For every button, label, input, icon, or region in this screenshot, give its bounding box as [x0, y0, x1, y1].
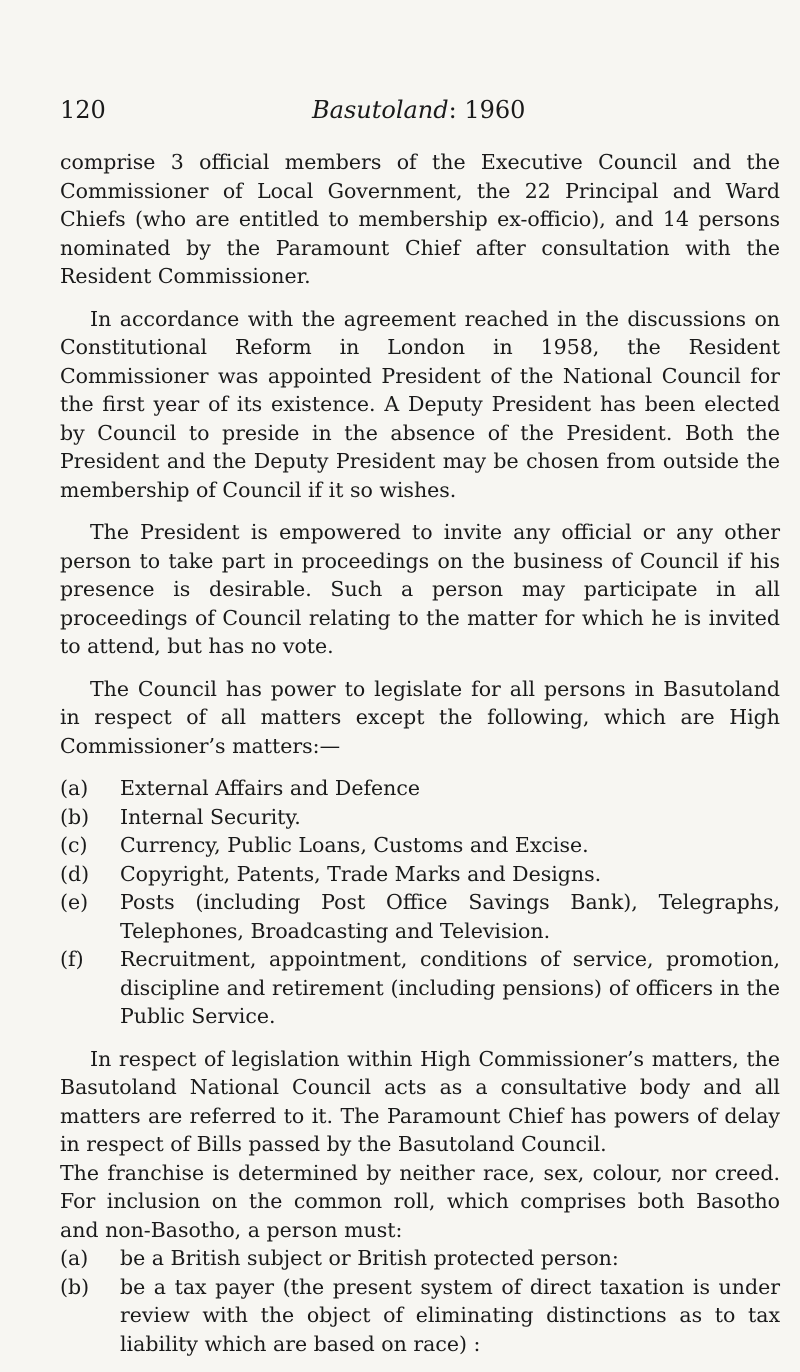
list-item: [60, 860, 780, 889]
paragraph-4: The Council has power to legislate for all persons in Basutoland in respect of all matters except the following, which are High Commissioner’s matters:—: [60, 676, 780, 758]
list-item-text: Posts (including Post Office Savings Bank), Telegraphs, Telephones, Broadcasting and Television.: [120, 890, 780, 943]
list-item: [60, 774, 780, 803]
list-item-text: External Affairs and Defence: [120, 776, 420, 800]
list-item-label: (c): [60, 833, 88, 857]
list-item-text: Internal Security.: [120, 804, 301, 829]
list-item: [60, 945, 780, 1031]
list-item-text: Copyright, Patents, Trade Marks and Designs.: [120, 861, 602, 886]
list-item-label: (d): [60, 861, 90, 886]
list-item-label: (e): [60, 890, 89, 914]
running-title: [312, 96, 525, 124]
running-title-country: Basutoland: [312, 96, 449, 124]
paragraph-1: comprise 3 official members of the Executive Council and the Commissioner of Local Government, the 22 Principal and Ward Chiefs (who are entitled to membership ex-officio), and 14 persons nominated by the Paramount Chief after consultation with the Resident Commissioner.: [60, 150, 780, 288]
list-item-text: be a tax payer (the present system of direct taxation is under review with the object of eliminating distinctions as to tax liability which are based on race) :: [120, 1274, 780, 1356]
list-item-label: (f): [60, 947, 84, 971]
list-item-text: be a British subject or British protected person:: [120, 1246, 619, 1270]
list-item-label: (a): [60, 776, 89, 800]
commissioner-matters-list: [60, 774, 780, 1031]
list-item: [60, 888, 780, 945]
list-item-text: Recruitment, appointment, conditions of service, promotion, discipline and retirement (including pensions) of officers in the Public Service.: [120, 947, 780, 1028]
paragraph-5: In respect of legislation within High Commissioner’s matters, the Basutoland National Council acts as a consultative body and all matters are referred to it. The Paramount Chief has powers of delay in respect of Bills passed by the Basutoland Council.: [60, 1046, 780, 1156]
running-title-year: : 1960: [448, 96, 526, 124]
list-item: [60, 803, 780, 832]
list-item: [60, 1244, 780, 1273]
list-item-label: (b): [60, 804, 90, 829]
page-number: 120: [60, 96, 106, 124]
list-item: [60, 831, 780, 860]
paragraph-3: The President is empowered to invite any official or any other person to take part in proceedings on the business of Council if his presence is desirable. Such a person may participate in all proceedings of Council relating to the matter for which he is invited to attend, but has no vote.: [60, 520, 780, 658]
list-item-label: (a): [60, 1246, 89, 1270]
paragraph-2: In accordance with the agreement reached in the discussions on Constitutional Reform in London in 1958, the Resident Commissioner was appointed President of the National Council for the first year of its existence. A Deputy President has been elected by Council to preside in the absence of the President. Both the President and the Deputy President may be chosen from outside the membership of Council if it so wishes.: [60, 306, 780, 502]
list-item: [60, 1273, 780, 1359]
page-header: [60, 96, 780, 136]
document-page: [60, 96, 780, 1372]
paragraph-6: The franchise is determined by neither race, sex, colour, nor creed. For inclusion on the common roll, which comprises both Basotho and non-Basotho, a person must:: [60, 1160, 780, 1242]
list-item-label: (b): [60, 1274, 90, 1299]
list-item-text: Currency, Public Loans, Customs and Excise.: [120, 833, 589, 857]
franchise-requirements-list: [60, 1244, 780, 1358]
